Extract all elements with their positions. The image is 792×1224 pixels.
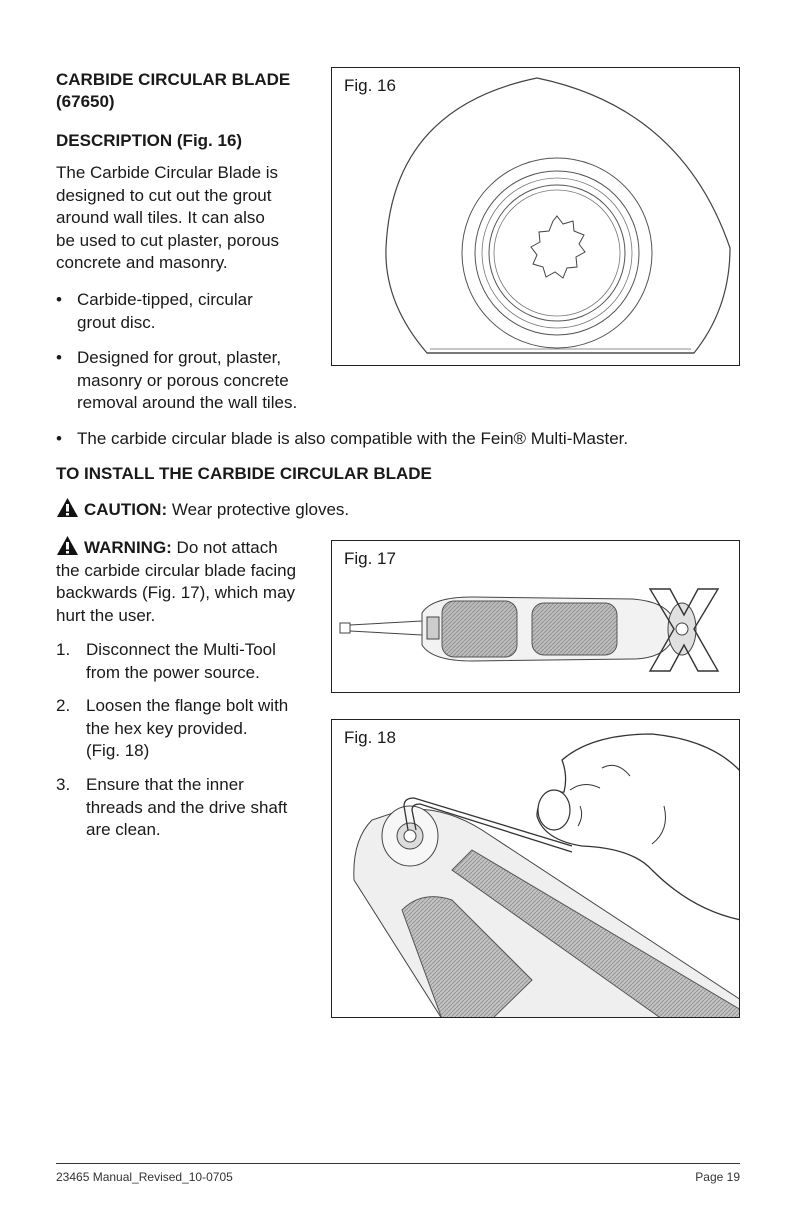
section-title: CARBIDE CIRCULAR BLADE (67650) (56, 70, 291, 111)
description-heading: DESCRIPTION (Fig. 16) (56, 131, 243, 150)
footer-page-number: Page 19 (695, 1170, 740, 1184)
hex-key-loosening-illustration (332, 720, 740, 1018)
figure-16-label: Fig. 16 (344, 76, 396, 95)
footer-rule (56, 1163, 740, 1164)
warning-triangle-icon (56, 535, 79, 556)
figure-17 (331, 540, 740, 693)
warning-notice: WARNING: Do not attach the carbide circular blade facing backwards (Fig. 17), which may hurt the user. (56, 535, 296, 627)
bullet-designed-for-grout: • Designed for grout, plaster, masonry or porous concrete removal around the wall tiles. (56, 348, 298, 412)
step-1: 1. Disconnect the Multi-Tool from the power source. (56, 640, 276, 682)
warning-triangle-icon (56, 497, 79, 518)
carbide-blade-illustration (332, 68, 740, 366)
bullet-carbide-tipped: • Carbide-tipped, circular grout disc. (56, 290, 253, 332)
figure-16 (331, 67, 740, 366)
figure-17-label: Fig. 17 (344, 549, 396, 568)
step-3: 3. Ensure that the inner threads and the drive shaft are clean. (56, 775, 288, 839)
figure-18-label: Fig. 18 (344, 728, 396, 747)
caution-notice: CAUTION: Wear protective gloves. (56, 497, 349, 522)
footer-document-id: 23465 Manual_Revised_10-0705 (56, 1170, 233, 1184)
figure-18 (331, 719, 740, 1018)
step-2: 2. Loosen the flange bolt with the hex key provided. (Fig. 18) (56, 696, 289, 760)
install-heading: TO INSTALL THE CARBIDE CIRCULAR BLADE (56, 464, 432, 483)
bullet-fein-compatible: • The carbide circular blade is also compatible with the Fein® Multi-Master. (56, 429, 629, 448)
description-paragraph: The Carbide Circular Blade is designed to cut out the grout around wall tiles. It can also be used to cut plaster, porous concrete and masonry. (56, 163, 280, 272)
